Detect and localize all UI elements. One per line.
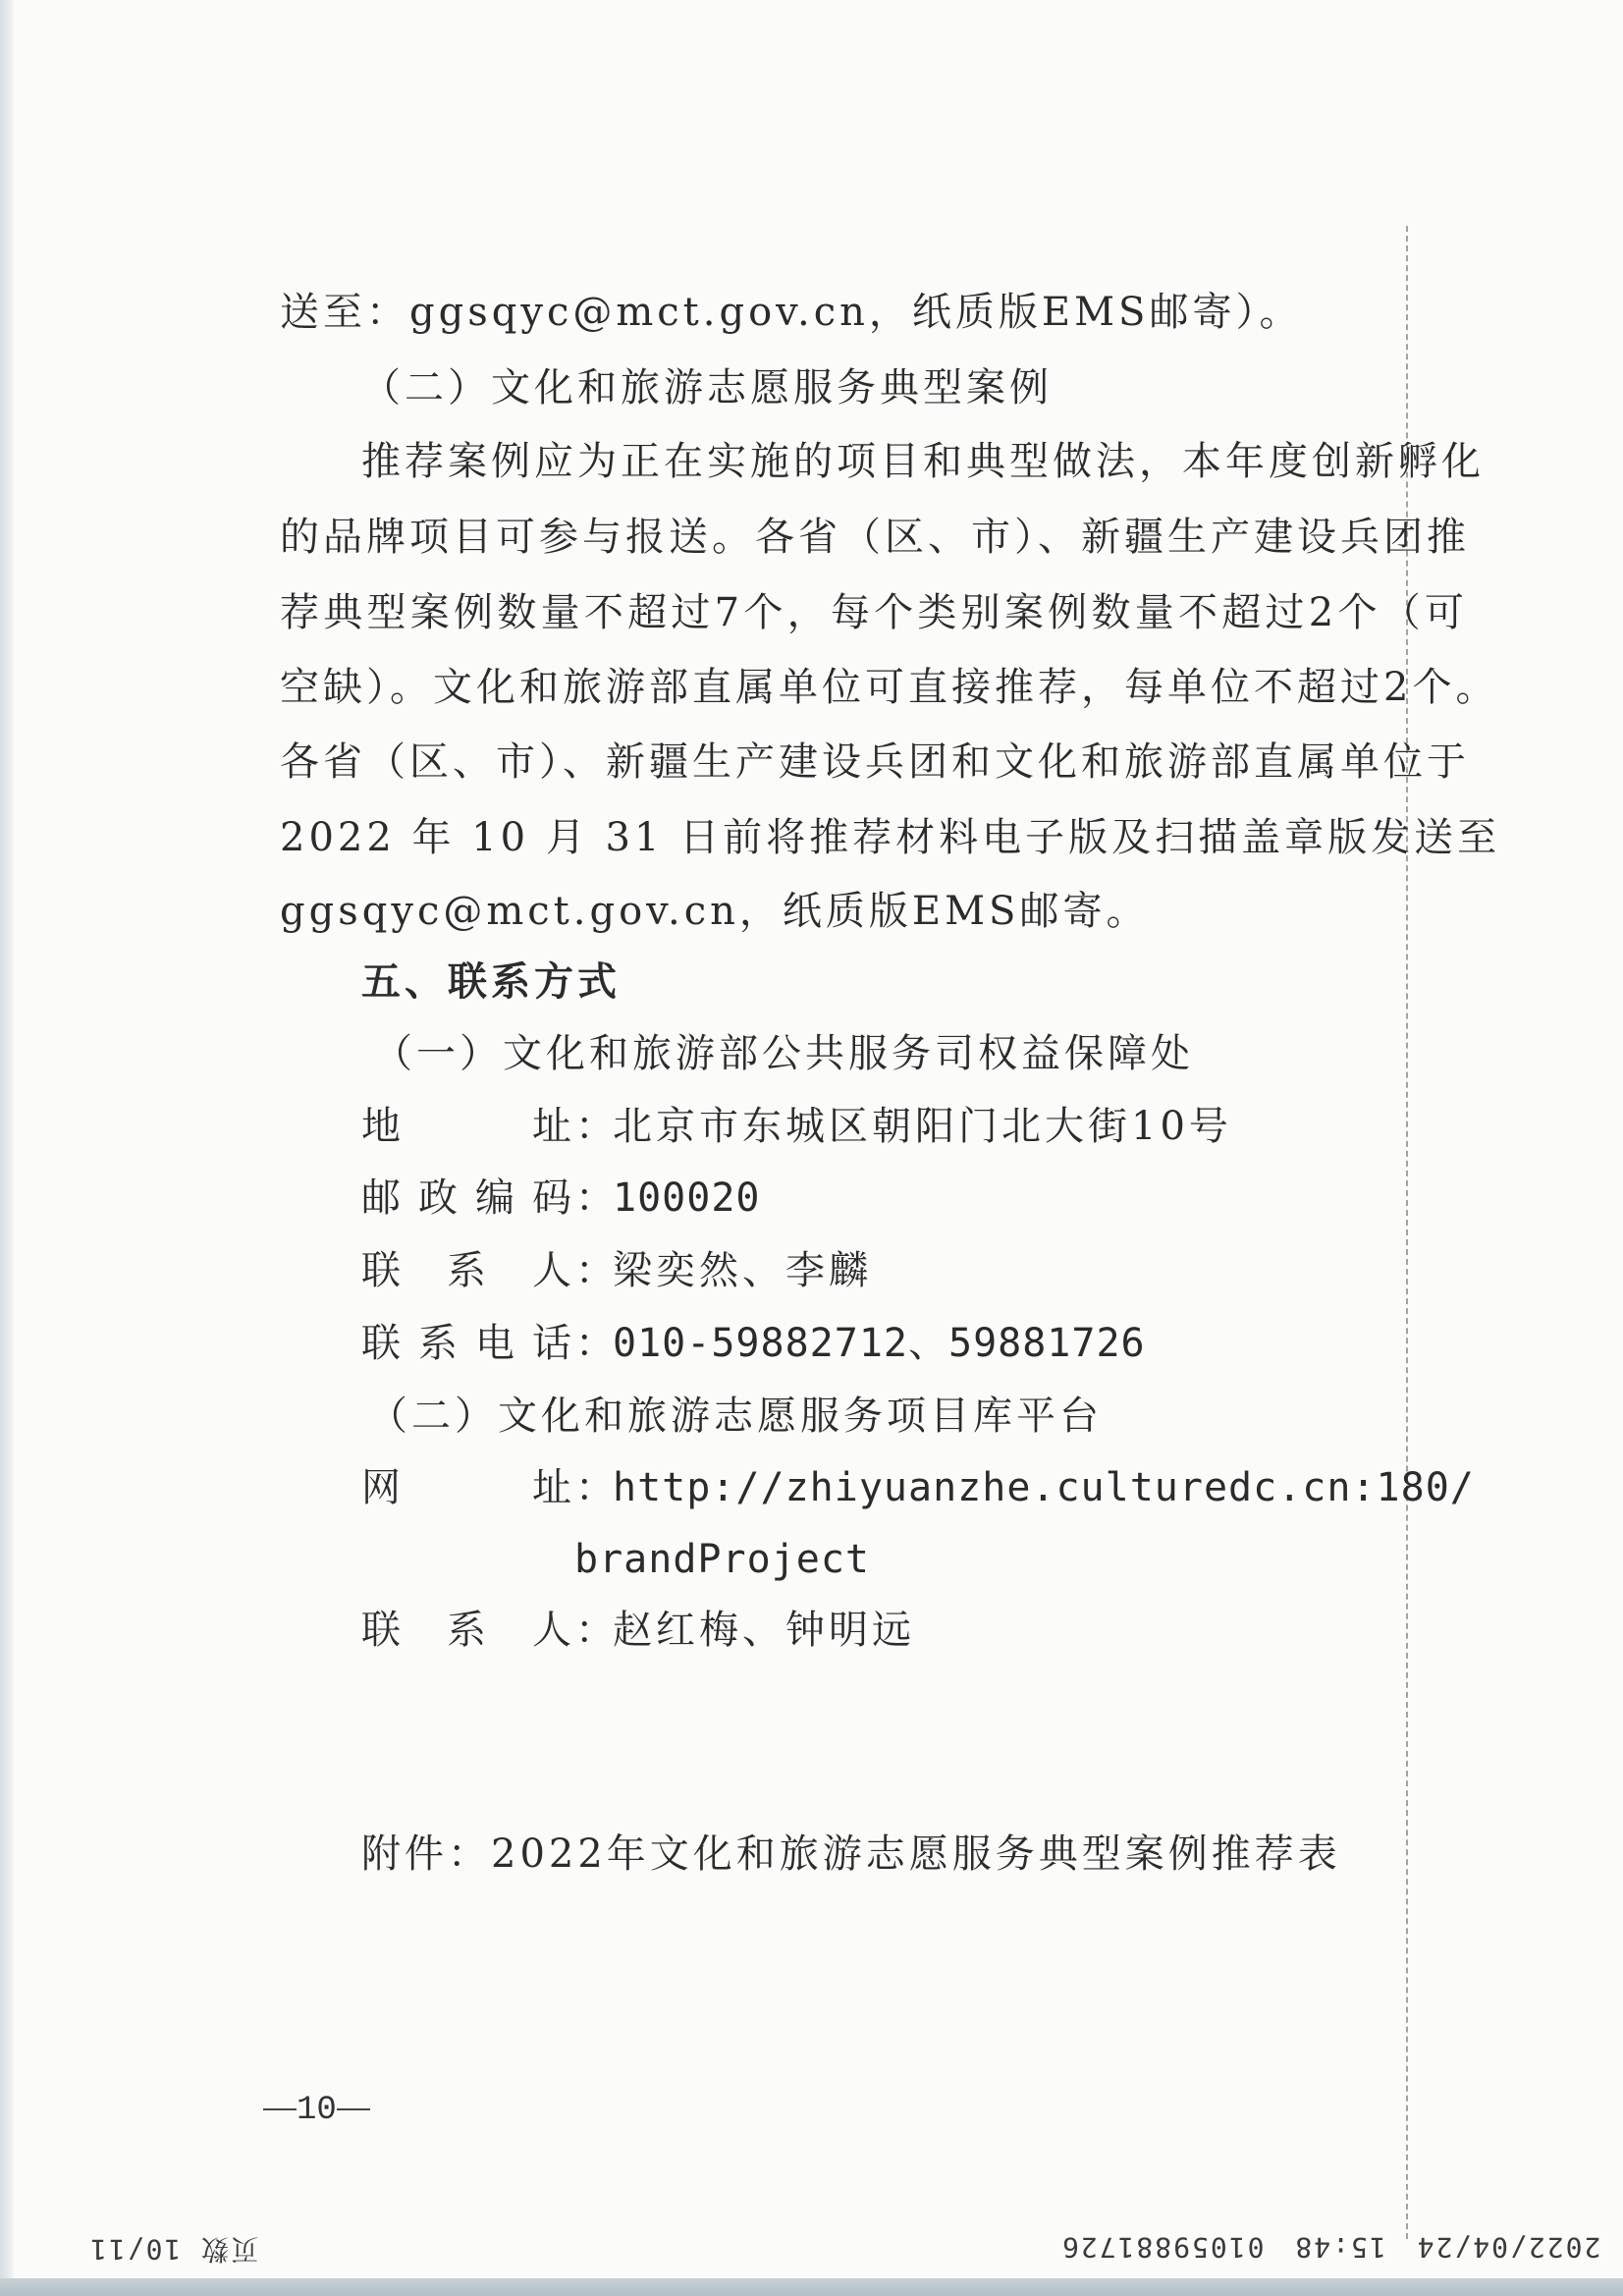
person-label: 联系人 (361, 1608, 575, 1653)
contact-1-title: （一）文化和旅游部公共服务司权益保障处 (373, 1031, 1194, 1076)
paragraph-line: 推荐案例应为正在实施的项目和典型做法，本年度创新孵化 (361, 439, 1485, 484)
contact-2-person: 联系人：赵红梅、钟明远 (361, 1608, 915, 1653)
person-label: 联系人 (361, 1248, 575, 1293)
scan-bottom-edge (0, 2278, 1623, 2296)
address-value: 北京市东城区朝阳门北大街10号 (613, 1104, 1232, 1149)
page-number: 10 (263, 2092, 370, 2129)
paragraph-line: 的品牌项目可参与报送。各省（区、市）、新疆生产建设兵团推 (280, 515, 1470, 560)
fax-time: 15:48 (1293, 2231, 1386, 2264)
paragraph-line: 空缺）。文化和旅游部直属单位可直接推荐，每单位不超过2个。 (280, 665, 1499, 710)
url-label: 网址 (361, 1465, 575, 1510)
contact-1-address: 地址：北京市东城区朝阳门北大街10号 (361, 1104, 1232, 1149)
dash-left (263, 2108, 297, 2110)
paragraph-line: ggsqyc@mct.gov.cn，纸质版EMS邮寄。 (280, 889, 1150, 934)
phone-value: 010-59882712、59881726 (613, 1321, 1146, 1366)
phone-label: 联系电话 (361, 1321, 575, 1366)
paragraph-line: 荐典型案例数量不超过7个，每个类别案例数量不超过2个（可 (280, 590, 1468, 635)
paragraph-line: 送至：ggsqyc@mct.gov.cn，纸质版EMS邮寄）。 (280, 290, 1303, 335)
contact-2-url: 网址：http://zhiyuanzhe.culturedc.cn:180/ (361, 1465, 1475, 1510)
fax-transmission-info (1060, 2231, 1623, 2264)
scan-edge (0, 0, 14, 2296)
paragraph-line: 2022 年 10 月 31 日前将推荐材料电子版及扫描盖章版发送至 (280, 815, 1501, 860)
contact-1-postcode: 邮政编码：100020 (361, 1175, 761, 1221)
dash-right (337, 2108, 370, 2110)
fax-page-count: 页数 10/11 (88, 2233, 259, 2266)
url-value[interactable]: http://zhiyuanzhe.culturedc.cn:180/ (613, 1465, 1475, 1510)
person-value: 赵红梅、钟明远 (613, 1608, 915, 1653)
person-value: 梁奕然、李麟 (613, 1248, 872, 1293)
address-label: 地址 (361, 1104, 575, 1149)
section-heading: 五、联系方式 (361, 959, 621, 1005)
fax-number: 01059881726 (1060, 2231, 1265, 2264)
attachment-note: 附件：2022年文化和旅游志愿服务典型案例推荐表 (361, 1831, 1341, 1877)
fax-date: 2022/04/24 (1415, 2231, 1601, 2264)
postcode-value: 100020 (613, 1175, 761, 1221)
contact-1-person: 联系人：梁奕然、李麟 (361, 1248, 872, 1293)
contact-1-phone: 联系电话：010-59882712、59881726 (361, 1321, 1146, 1366)
postcode-label: 邮政编码 (361, 1175, 575, 1221)
contact-2-title: （二）文化和旅游志愿服务项目库平台 (368, 1394, 1103, 1439)
paragraph-line: 各省（区、市）、新疆生产建设兵团和文化和旅游部直属单位于 (280, 739, 1470, 785)
url-value-continued[interactable]: brandProject (574, 1537, 870, 1582)
subsection-title: （二）文化和旅游志愿服务典型案例 (361, 365, 1053, 410)
